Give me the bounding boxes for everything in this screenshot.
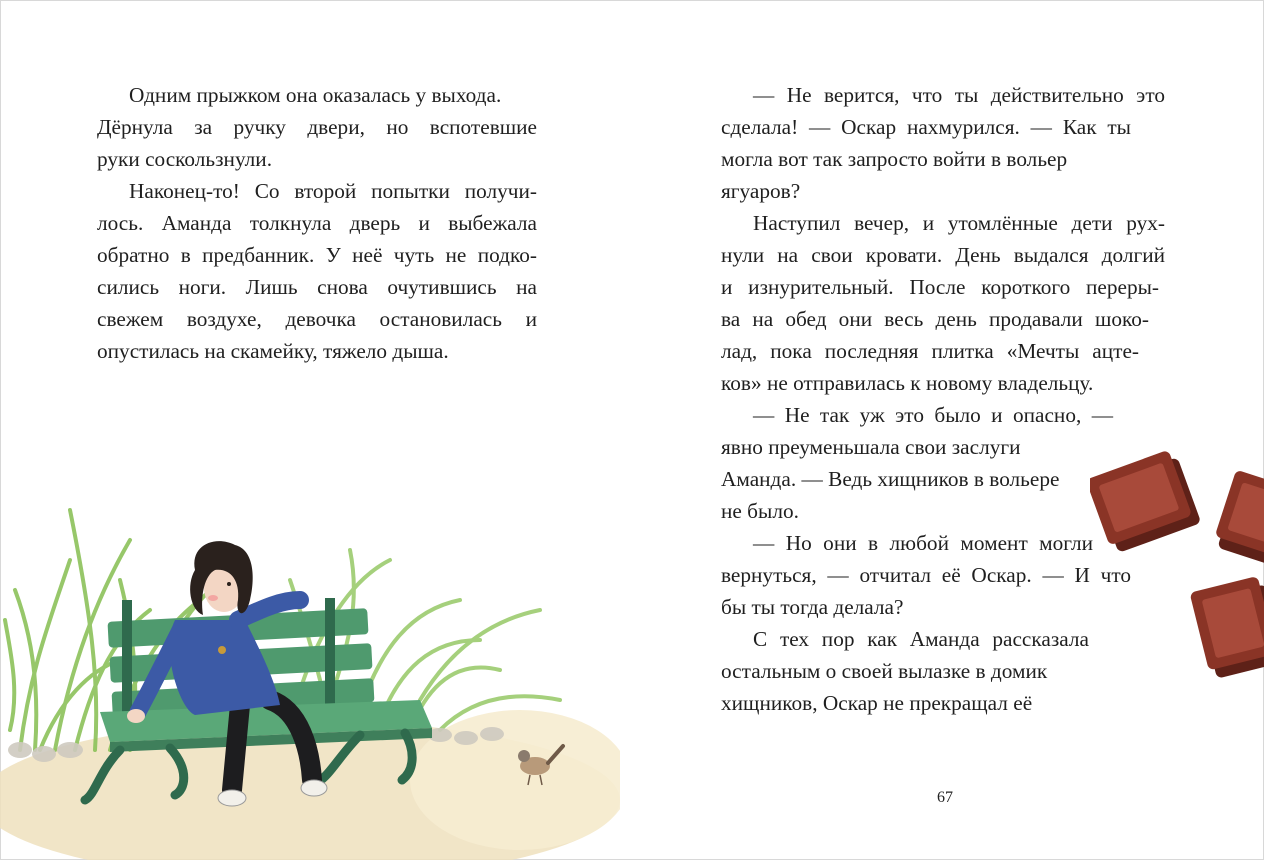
text-line: Наконец-то! Со второй попытки получи-: [129, 179, 537, 203]
text-line: обратно в предбанник. У неё чуть не подко-: [97, 243, 537, 267]
text-line: лось. Аманда толкнула дверь и выбежала: [97, 211, 537, 235]
text-line: могла вот так запросто войти в вольер: [721, 147, 1068, 171]
text-line: Одним прыжком она оказалась у выхода.: [129, 83, 502, 107]
text-line: не было.: [721, 499, 799, 523]
text-line: Дёрнула за ручку двери, но вспотевшие: [97, 115, 537, 139]
text-line: и изнурительный. После короткого переры-: [721, 275, 1159, 299]
text-line: ва на обед они весь день продавали шоко-: [721, 307, 1149, 331]
text-line: Аманда. — Ведь хищников в вольере: [721, 467, 1060, 491]
girl-on-bench-illustration: [0, 450, 620, 860]
text-line: хищников, Оскар не прекращал её: [721, 691, 1033, 715]
chocolate-piece: [1212, 470, 1264, 570]
text-line: ягуаров?: [721, 179, 801, 203]
text-line: лад, пока последняя плитка «Мечты ацте-: [721, 339, 1139, 363]
text-line: — Не верится, что ты действительно это: [753, 83, 1165, 107]
chocolate-piece: [1190, 574, 1264, 680]
chocolate-pieces-decoration: [1090, 440, 1264, 680]
text-line: — Не так уж это было и опасно, —: [753, 403, 1113, 427]
text-line: опустилась на скамейку, тяжело дыша.: [97, 339, 449, 363]
text-line: ков» не отправилась к новому владельцу.: [721, 371, 1094, 395]
text-line: вернуться, — отчитал её Оскар. — И что: [721, 563, 1131, 587]
text-line: С тех пор как Аманда рассказала: [753, 627, 1089, 651]
text-line: явно преуменьшала свои заслуги: [721, 435, 1021, 459]
text-line: сились ноги. Лишь снова очутившись на: [97, 275, 537, 299]
text-line: остальным о своей вылазке в домик: [721, 659, 1048, 683]
text-line: бы ты тогда делала?: [721, 595, 904, 619]
chocolate-piece: [1090, 448, 1201, 555]
page-number: 67: [937, 789, 953, 806]
text-line: — Но они в любой момент могли: [753, 531, 1093, 555]
text-line: руки соскользнули.: [97, 147, 273, 171]
text-line: нули на свои кровати. День выдался долгий: [721, 243, 1165, 267]
text-line: свежем воздухе, девочка остановилась и: [97, 307, 537, 331]
text-line: сделала! — Оскар нахмурился. — Как ты: [721, 115, 1131, 139]
text-line: Наступил вечер, и утомлённые дети рух-: [753, 211, 1165, 235]
